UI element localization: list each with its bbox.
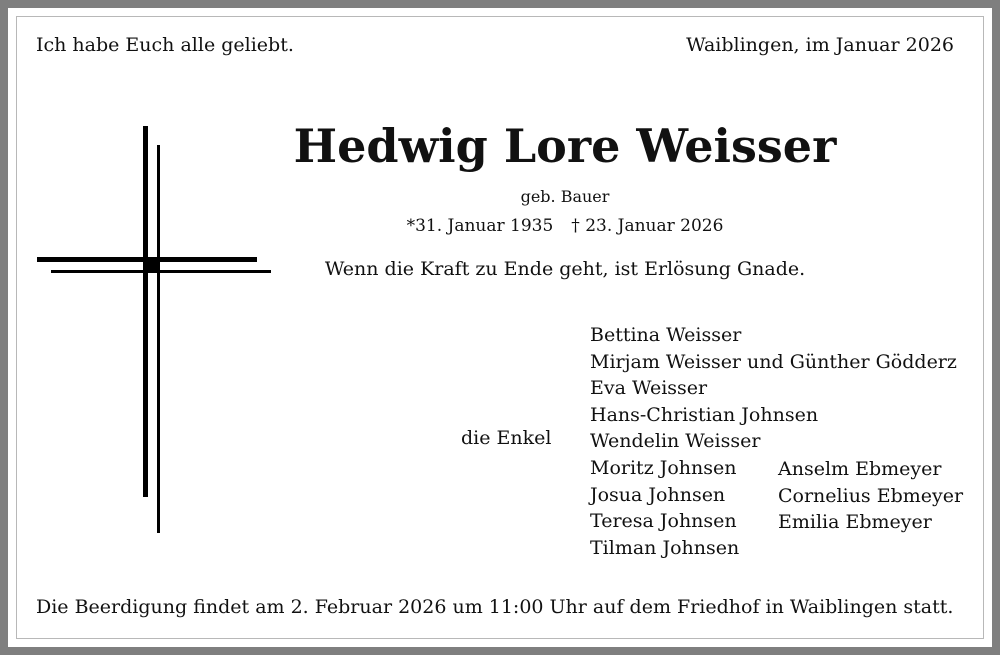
mourner-name: Teresa Johnsen: [590, 510, 737, 533]
funeral-notice: Die Beerdigung findet am 2. Februar 2026 um 11:00 Uhr auf dem Friedhof in Waiblingen statt.: [36, 596, 954, 618]
mourner-name: Bettina Weisser: [590, 324, 742, 346]
mourner-name: Hans-Christian Johnsen: [590, 403, 819, 426]
mourner-name: Cornelius Ebmeyer: [778, 484, 964, 507]
deceased-name: Hedwig Lore Weisser: [293, 119, 837, 173]
double-line-cross-icon: [0, 0, 300, 560]
mourner-name: Anselm Ebmeyer: [778, 458, 942, 480]
mourner-name: Emilia Ebmeyer: [778, 511, 932, 534]
place-date: Waiblingen, im Januar 2026: [686, 34, 954, 56]
birth-date: *31. Januar 1935: [406, 216, 554, 236]
motto: Ich habe Euch alle geliebt.: [36, 34, 294, 56]
birth-name: geb. Bauer: [520, 187, 610, 206]
mourner-name: Josua Johnsen: [590, 483, 726, 506]
grandchildren-label: die Enkel: [461, 427, 552, 449]
death-date: † 23. Januar 2026: [571, 216, 724, 236]
mourners-column-2: [778, 456, 963, 536]
mourner-name: Tilman Johnsen: [590, 536, 740, 559]
mourner-name: Mirjam Weisser und Günther Gödderz: [590, 350, 957, 373]
mourner-name: Eva Weisser: [590, 377, 708, 400]
mourner-name: Wendelin Weisser: [590, 430, 761, 453]
life-dates: [0, 218, 1000, 235]
mourner-name: Moritz Johnsen: [590, 456, 737, 479]
quote: Wenn die Kraft zu Ende geht, ist Erlösung Gnade.: [324, 258, 806, 280]
